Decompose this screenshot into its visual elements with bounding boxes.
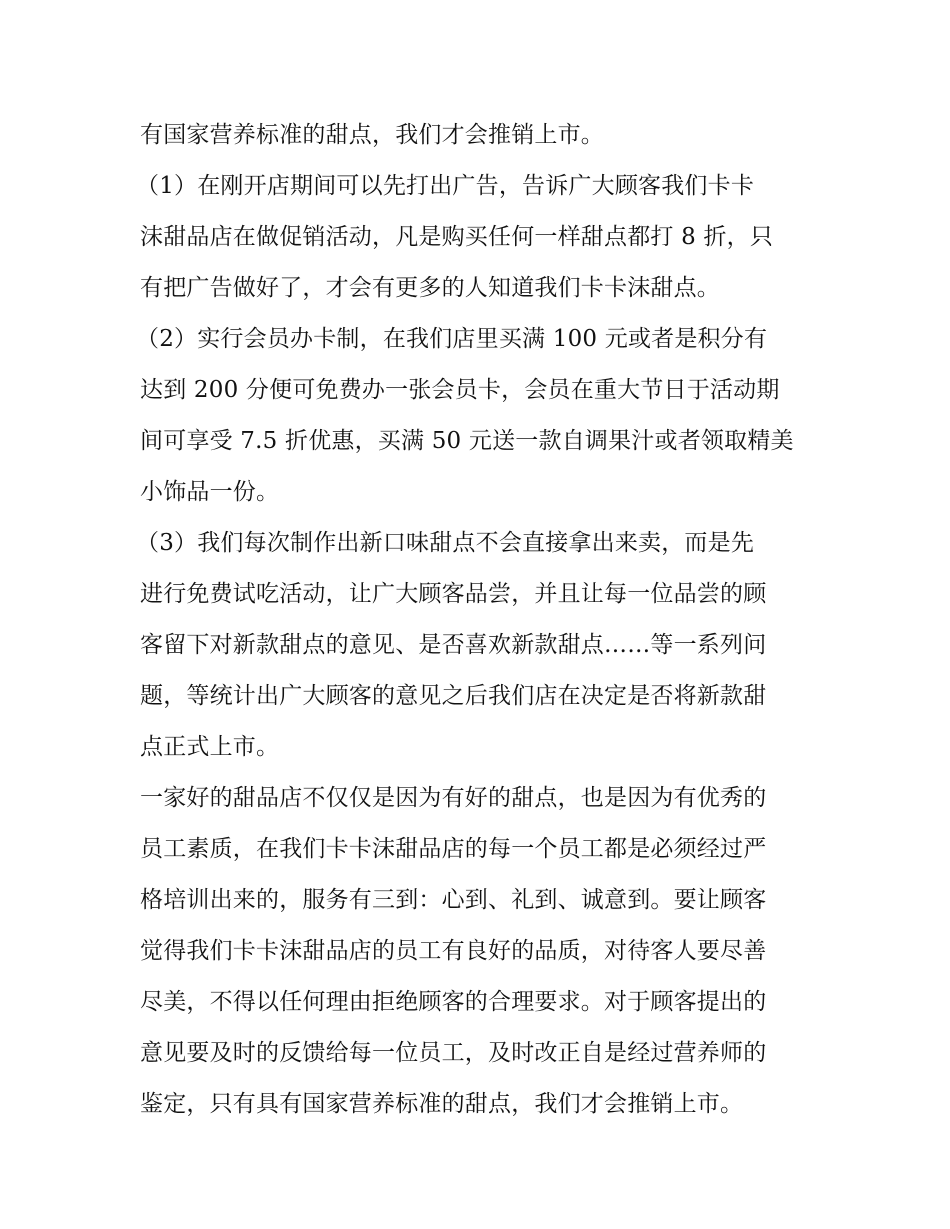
text-line: 题，等统计出广大顾客的意见之后我们店在决定是否将新款甜: [140, 683, 767, 709]
text-line: 点正式上市。: [140, 734, 280, 760]
text-line: 员工素质，在我们卡卡沫甜品店的每一个员工都是必须经过严: [140, 836, 767, 862]
text-line: （1）在刚开店期间可以先打出广告，告诉广大顾客我们卡卡: [136, 173, 755, 199]
text-line: 有国家营养标准的甜点，我们才会推销上市。: [140, 122, 604, 148]
text-line: （2）实行会员办卡制，在我们店里买满 100 元或者是积分有: [136, 326, 768, 352]
text-line: 客留下对新款甜点的意见、是否喜欢新款甜点……等一系列问: [140, 632, 767, 658]
text-line: （3）我们每次制作出新口味甜点不会直接拿出来卖，而是先: [136, 530, 755, 556]
text-line: 小饰品一份。: [140, 479, 280, 505]
text-line: 尽美，不得以任何理由拒绝顾客的合理要求。对于顾客提出的: [140, 989, 767, 1015]
text-line: 沫甜品店在做促销活动，凡是购买任何一样甜点都打 8 折，只: [140, 224, 774, 250]
text-line: 觉得我们卡卡沫甜品店的员工有良好的品质，对待客人要尽善: [140, 938, 767, 964]
text-line: 意见要及时的反馈给每一位员工，及时改正自是经过营养师的: [140, 1040, 767, 1066]
text-line: 格培训出来的，服务有三到：心到、礼到、诚意到。要让顾客: [140, 887, 767, 913]
text-line: 进行免费试吃活动，让广大顾客品尝，并且让每一位品尝的顾: [140, 581, 767, 607]
text-line: 有把广告做好了，才会有更多的人知道我们卡卡沫甜点。: [140, 275, 720, 301]
text-line: 鉴定，只有具有国家营养标准的甜点，我们才会推销上市。: [140, 1091, 744, 1117]
text-line: 一家好的甜品店不仅仅是因为有好的甜点，也是因为有优秀的: [140, 785, 767, 811]
document-body: [136, 110, 820, 1130]
text-line: 间可享受 7.5 折优惠，买满 50 元送一款自调果汁或者领取精美: [140, 428, 794, 454]
text-line: 达到 200 分便可免费办一张会员卡，会员在重大节日于活动期: [140, 377, 780, 403]
